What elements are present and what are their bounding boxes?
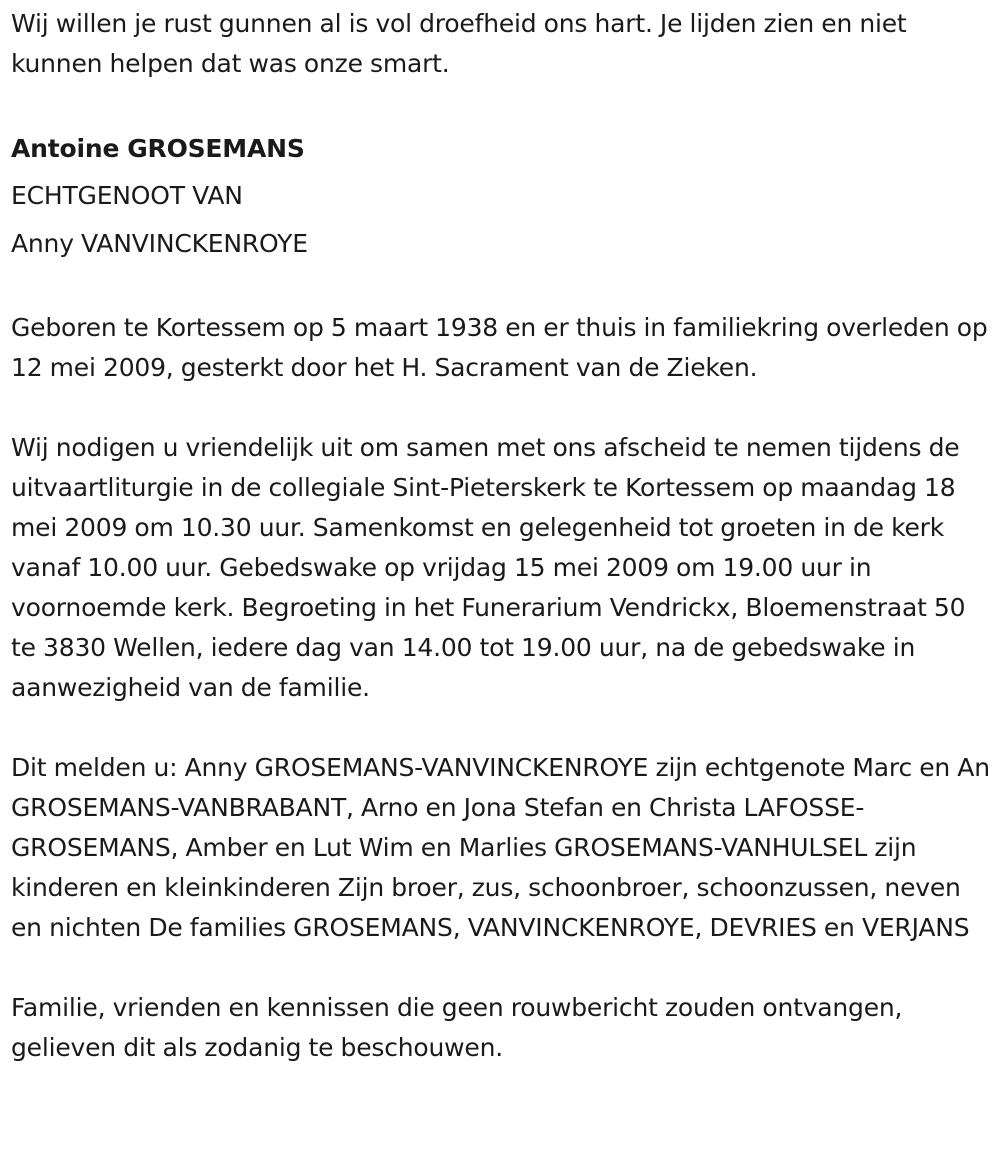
deceased-name: Antoine GROSEMANS: [11, 134, 305, 163]
spacer: [11, 268, 996, 308]
obituary-document: [11, 4, 996, 1068]
announcement-paragraph: Dit melden u: Anny GROSEMANS-VANVINCKENROYE zijn echtgenote Marc en An GROSEMANS-VANBRABANT, Arno en Jona Stefan en Christa LAFOSSE-GROSEMANS, Amber en Lut Wim en Marlies GROSEMANS-VANHULSEL zijn kinderen en kleinkinderen Zijn broer, zus, schoonbroer, schoonzussen, neven en nichten De families GROSEMANS, VANVINCKENROYE, DEVRIES en VERJANS: [11, 753, 990, 942]
spacer: [11, 708, 996, 748]
spouse-name: Anny VANVINCKENROYE: [11, 229, 308, 258]
intro-verse: Wij willen je rust gunnen al is vol droefheid ons hart. Je lijden zien en niet kunnen helpen dat was onze smart.: [11, 9, 907, 78]
relation-label: ECHTGENOOT VAN: [11, 181, 243, 210]
spacer: [11, 388, 996, 428]
birth-death-paragraph: Geboren te Kortessem op 5 maart 1938 en er thuis in familiekring overleden op 12 mei 2009, gesterkt door het H. Sacrament van de Zieken.: [11, 313, 988, 382]
closing-paragraph: Familie, vrienden en kennissen die geen rouwbericht zouden ontvangen, gelieven dit als zodanig te beschouwen.: [11, 993, 903, 1062]
invitation-paragraph: Wij nodigen u vriendelijk uit om samen met ons afscheid te nemen tijdens de uitvaartliturgie in de collegiale Sint-Pieterskerk te Kortessem op maandag 18 mei 2009 om 10.30 uur. Samenkomst en gelegenheid tot groeten in de kerk vanaf 10.00 uur. Gebedswake op vrijdag 15 mei 2009 om 19.00 uur in voornoemde kerk. Begroeting in het Funerarium Vendrickx, Bloemenstraat 50 te 3830 Wellen, iedere dag van 14.00 tot 19.00 uur, na de gebedswake in aanwezigheid van de familie.: [11, 433, 966, 702]
spacer: [11, 84, 996, 126]
spacer: [11, 948, 996, 988]
